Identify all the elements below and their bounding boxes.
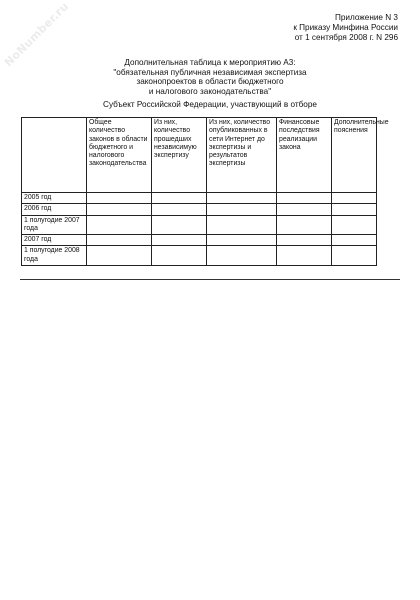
appendix-line: от 1 сентября 2008 г. N 296 [294,33,398,42]
table-cell [332,204,377,215]
title-line: "обязательная публичная независимая экспертиза [113,67,307,77]
row-label: 2006 год [22,204,87,215]
table-cell [332,215,377,235]
table-cell [332,193,377,204]
table-cell [332,246,377,266]
appendix-line: к Приказу Минфина России [293,23,398,32]
table-cell [277,246,332,266]
data-table [21,117,389,266]
table-cell [87,235,152,246]
title-line: Дополнительная таблица к мероприятию А3: [124,58,296,67]
table-cell [207,215,277,235]
table-header-row [22,118,377,193]
table-cell [87,193,152,204]
table-cell [152,204,207,215]
appendix-line: Приложение N 3 [334,13,398,22]
row-label: 1 полугодие 2008 года [22,246,87,266]
table-row [22,235,377,246]
table-cell [152,193,207,204]
appendix-header [293,13,398,43]
table-row [22,215,377,235]
separator-line [20,279,400,280]
table-cell [207,235,277,246]
row-label: 2005 год [22,193,87,204]
table-cell [207,193,277,204]
table-cell [87,246,152,266]
table-cell [152,246,207,266]
row-label: 2007 год [22,235,87,246]
table-cell [207,246,277,266]
table-row [22,193,377,204]
table-cell [277,215,332,235]
watermark-logo: NoNumber.ru [1,0,72,70]
row-label: 1 полугодие 2007 года [22,215,87,235]
table-cell [332,235,377,246]
table-cell [87,204,152,215]
header-cell-period [22,118,87,193]
title-line: и налогового законодательства" [148,86,272,96]
subject-caption: Субъект Российской Федерации, участвующий в отборе [103,100,317,109]
document-title [60,58,360,96]
table-cell [277,235,332,246]
title-line: законопроектов в области бюджетного [136,77,284,87]
header-cell-total-laws: Общее количество законов в области бюджетного и налогового законодательства [87,118,152,193]
header-cell-notes: Дополнительные пояснения [332,118,377,193]
table-cell [152,215,207,235]
header-cell-published: Из них, количество опубликованных в сети Интернет до экспертизы и результатов экспертизы [207,118,277,193]
header-cell-expertise: Из них, количество прошедших независимую экспертизу [152,118,207,193]
table-cell [207,204,277,215]
table-cell [152,235,207,246]
table-cell [277,204,332,215]
table-row [22,246,377,266]
table-row [22,204,377,215]
table-cell [277,193,332,204]
table-cell [87,215,152,235]
header-cell-financial: Финансовые последствия реализации закона [277,118,332,193]
